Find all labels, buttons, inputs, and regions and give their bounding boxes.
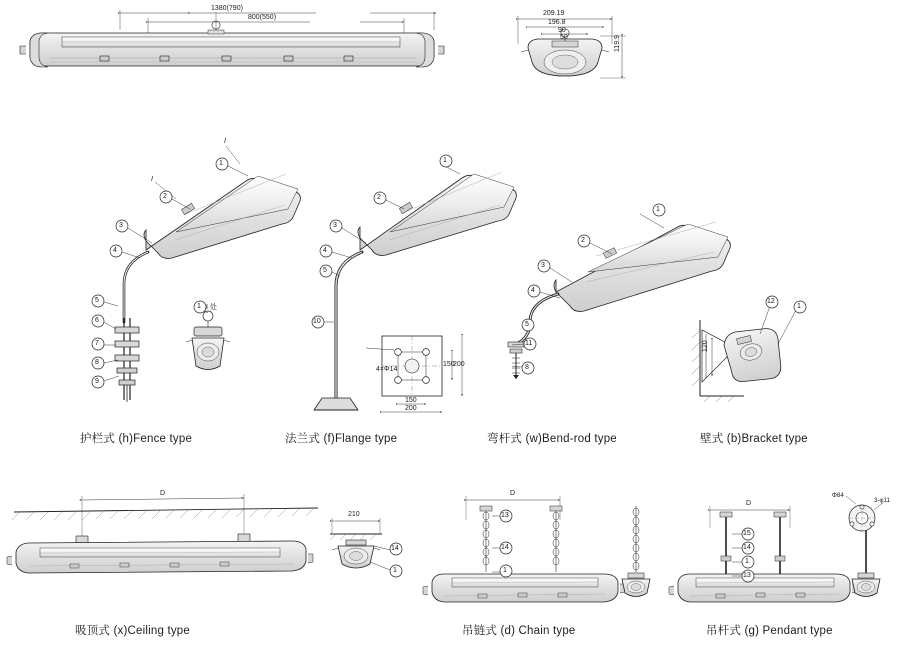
dim-flange-200v: 200 (453, 361, 465, 368)
callout-chain-14: 14 (501, 544, 509, 551)
ceiling-side-view (330, 518, 390, 570)
bendrod-type-view (508, 214, 730, 379)
chain-type-view (423, 496, 650, 602)
dim-pendant-D: D (746, 500, 752, 507)
caption-pendant-type: 吊杆式 (g) Pendant type (706, 625, 833, 637)
dim-side-width: 209.19 (543, 10, 565, 17)
callout-flange-2: 2 (377, 194, 381, 201)
dim-side-mid: 196.8 (548, 19, 566, 26)
callout-bendrod-5: 5 (525, 321, 529, 328)
dim-ceiling-210: 210 (348, 511, 360, 518)
detail-fence-clamp (186, 310, 230, 370)
dim-side-small: 90 (558, 27, 566, 34)
callout-flange-10: 10 (313, 318, 321, 325)
callout-pendant-14: 14 (743, 544, 751, 551)
callout-fence-2: 2 (163, 193, 167, 200)
callout-bendrod-8: 8 (525, 364, 529, 371)
callout-flange-3: 3 (333, 222, 337, 229)
callout-chain-1: 1 (503, 567, 507, 574)
caption-chain-type: 吊链式 (d) Chain type (462, 625, 576, 637)
dim-flange-200h: 200 (405, 405, 417, 412)
callout-fence-1: 1 (219, 160, 223, 167)
caption-bendrod-type: 弯杆式 (w)Bend-rod type (487, 433, 617, 445)
section-mark-I-left: I (151, 176, 153, 183)
callout-fence-6: 6 (95, 317, 99, 324)
fence-type-view (104, 146, 300, 402)
dim-bracket-120: 120 (702, 340, 709, 352)
callout-bendrod-3: 3 (541, 262, 545, 269)
bracket-type-view (692, 306, 796, 402)
chain-side-view (622, 506, 650, 597)
callout-fence-5: 5 (95, 297, 99, 304)
callout-fence-9: 9 (95, 378, 99, 385)
callout-pendant-1: 1 (745, 558, 749, 565)
caption-bracket-type: 壁式 (b)Bracket type (700, 433, 808, 445)
callout-flange-5: 5 (323, 267, 327, 274)
callout-pendant-13: 13 (743, 572, 751, 579)
callout-fence-7: 7 (95, 340, 99, 347)
dim-side-height: 119.9 (614, 35, 621, 52)
dim-flange-holes: 4×Φ14 (376, 366, 398, 373)
dim-overall-length: 1380(790) (211, 5, 243, 12)
callout-flange-4: 4 (323, 247, 327, 254)
flange-type-view (314, 164, 516, 412)
caption-fence-type: 护栏式 (h)Fence type (80, 433, 193, 445)
top-front-view (20, 10, 444, 67)
callout-bendrod-4: 4 (531, 287, 535, 294)
dim-ceiling-D: D (160, 490, 166, 497)
callout-fence-3: 3 (119, 222, 123, 229)
callout-fence-8: 8 (95, 359, 99, 366)
callout-bracket-12: 12 (767, 298, 775, 305)
dim-pendant-plate-holes: 3-φ11 (874, 497, 890, 504)
dim-pendant-plate-d84: Φ84 (832, 492, 844, 499)
caption-flange-type: 法兰式 (f)Flange type (285, 433, 398, 445)
callout-bracket-1: 1 (797, 303, 801, 310)
callout-bendrod-11: 11 (525, 340, 533, 347)
dim-flange-150h: 150 (405, 397, 417, 404)
callout-ceiling-1: 1 (393, 567, 397, 574)
pendant-type-view (669, 496, 884, 602)
callout-fence-4: 4 (113, 247, 117, 254)
detail-note: I 处 (206, 304, 217, 311)
dim-chain-D: D (510, 490, 516, 497)
dim-side-tiny: 50 (560, 34, 568, 41)
dim-flange-150v: 150 (443, 361, 455, 368)
callout-pendant-15: 15 (743, 530, 751, 537)
callout-bendrod-1: 1 (656, 206, 660, 213)
callout-detail-1: 1 (197, 303, 201, 310)
callout-chain-13: 13 (501, 512, 509, 519)
callout-flange-1: 1 (443, 157, 447, 164)
ceiling-type-view (7, 494, 318, 573)
callout-ceiling-14: 14 (391, 545, 399, 552)
dim-inner-length: 800(550) (248, 14, 277, 21)
caption-ceiling-type: 吸顶式 (x)Ceiling type (75, 625, 190, 637)
top-side-view (518, 16, 626, 78)
section-mark-I-top: I (224, 138, 226, 145)
callout-bendrod-2: 2 (581, 237, 585, 244)
